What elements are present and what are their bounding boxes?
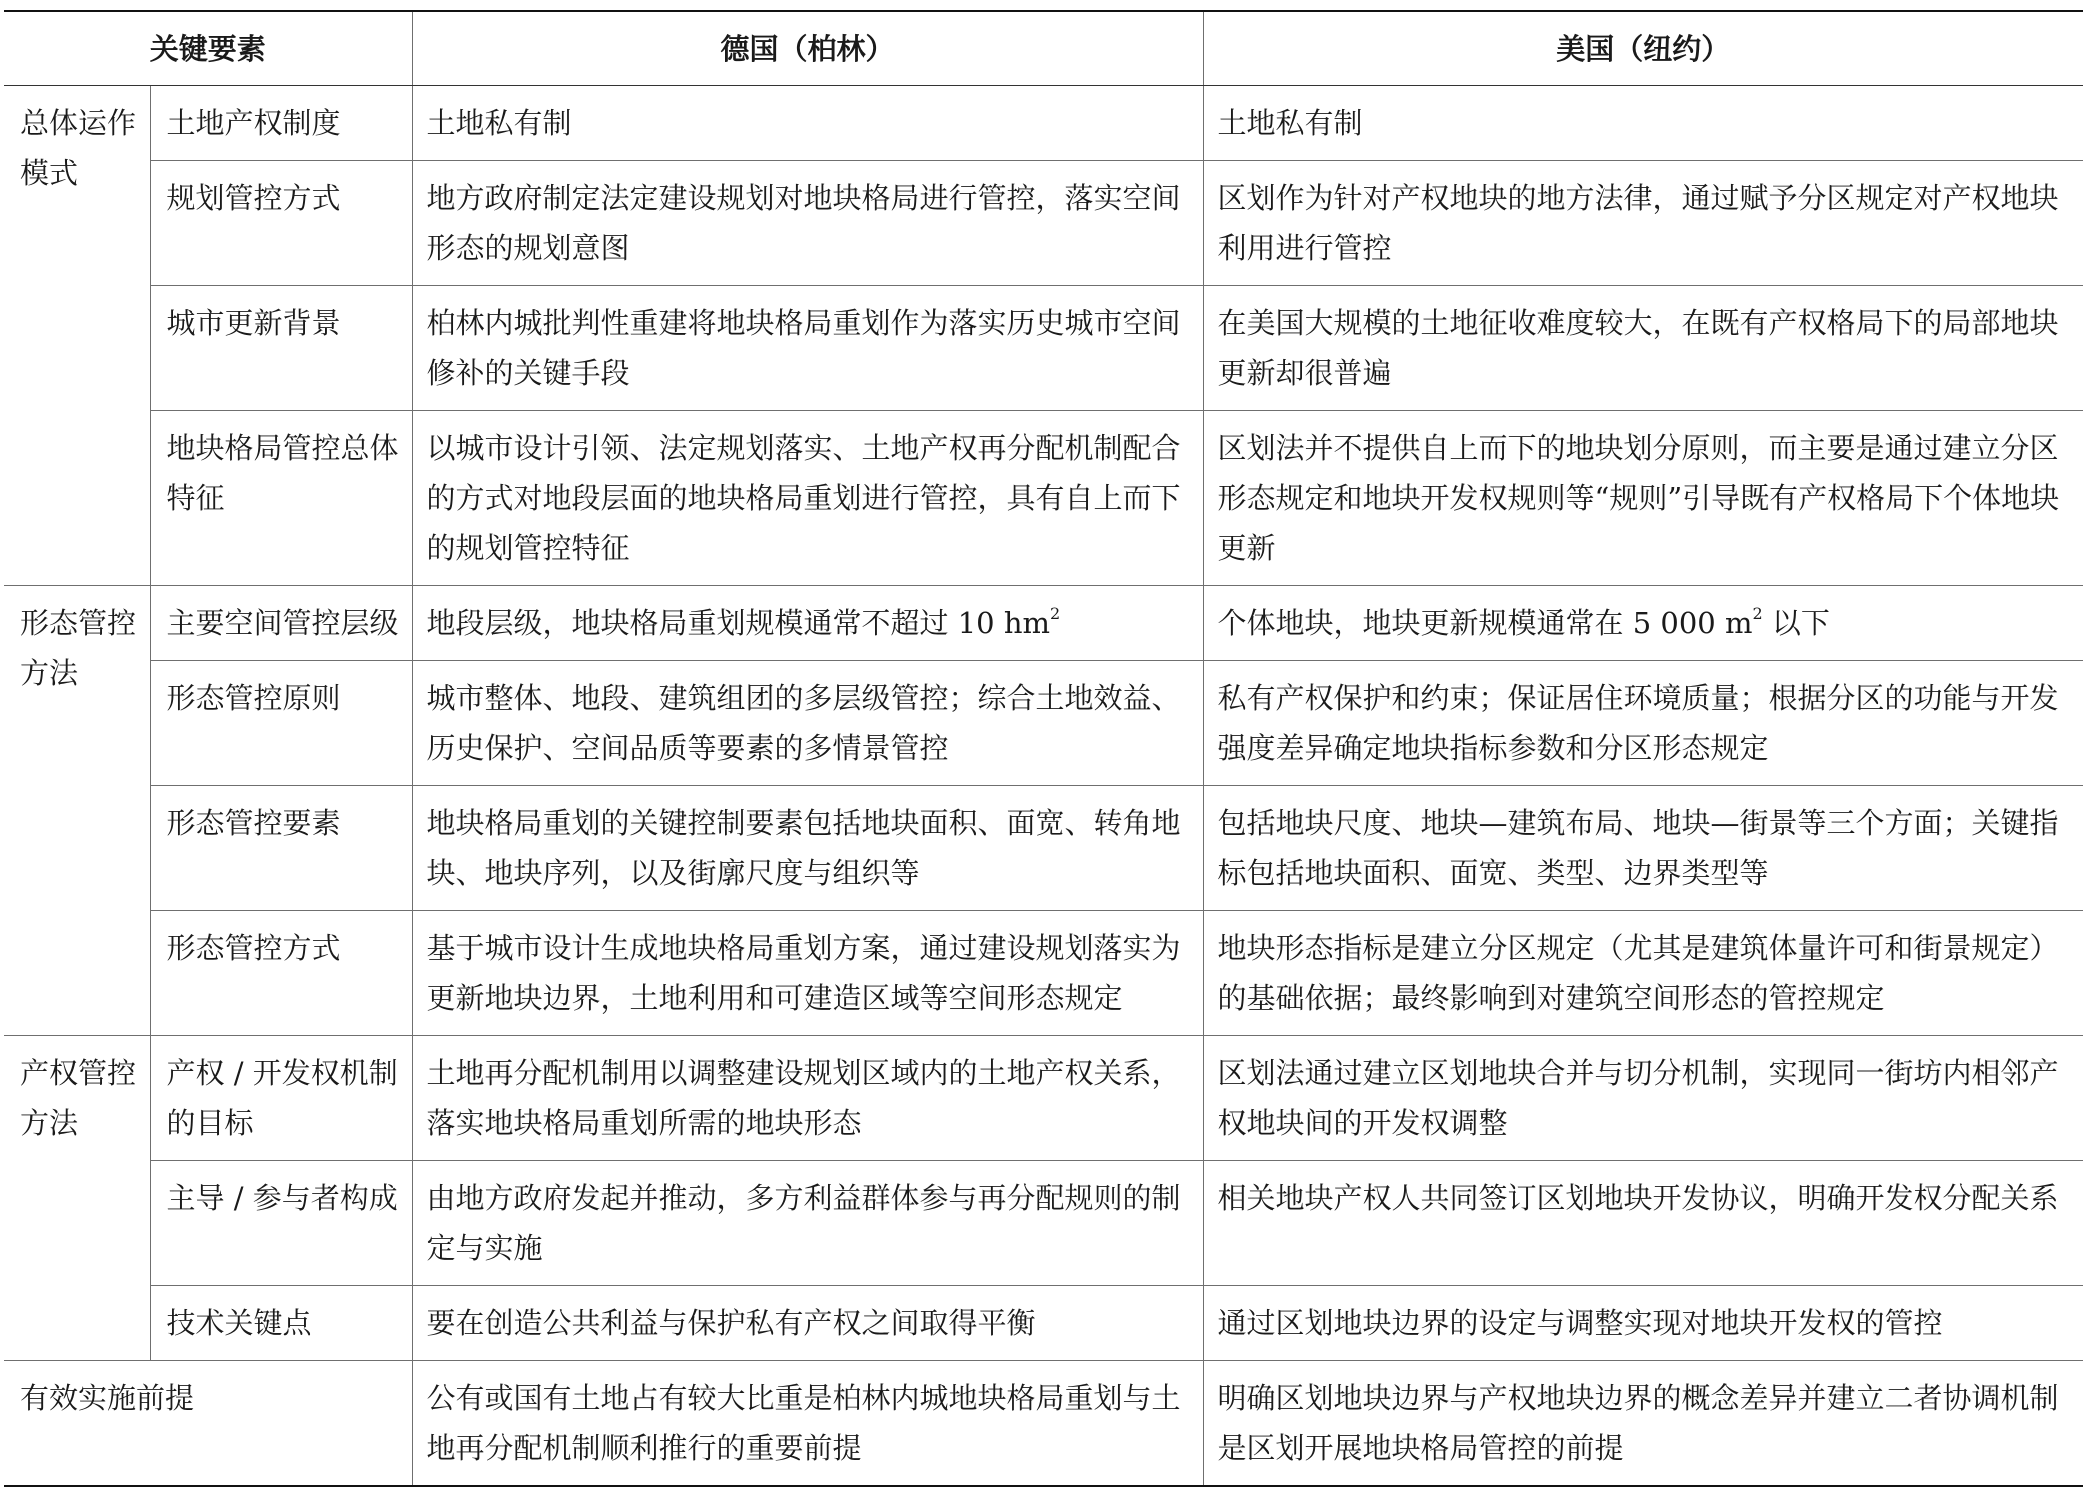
row-germany: 土地私有制 — [412, 86, 1203, 161]
row-usa: 区划法并不提供自上而下的地块划分原则，而主要是通过建立分区形态规定和地块开发权规则等“规则”引导既有产权格局下个体地块更新 — [1203, 411, 2083, 586]
table-row — [4, 661, 2083, 786]
table-row — [4, 161, 2083, 286]
table-row — [4, 1161, 2083, 1286]
row-usa-text: 个体地块，地块更新规模通常在 5 000 m — [1217, 606, 1753, 640]
row-germany: 基于城市设计生成地块格局重划方案，通过建设规划落实为更新地块边界，土地利用和可建造区域等空间形态规定 — [412, 911, 1203, 1036]
row-element: 规划管控方式 — [150, 161, 412, 286]
row-element: 形态管控原则 — [150, 661, 412, 786]
superscript-2: 2 — [1752, 604, 1763, 623]
row-germany: 城市整体、地段、建筑组团的多层级管控；综合土地效益、历史保护、空间品质等要素的多情景管控 — [412, 661, 1203, 786]
row-usa: 区划作为针对产权地块的地方法律，通过赋予分区规定对产权地块利用进行管控 — [1203, 161, 2083, 286]
row-element: 城市更新背景 — [150, 286, 412, 411]
row-usa: 在美国大规模的土地征收难度较大，在既有产权格局下的局部地块更新却很普遍 — [1203, 286, 2083, 411]
table-row — [4, 86, 2083, 161]
row-germany: 公有或国有土地占有较大比重是柏林内城地块格局重划与土地再分配机制顺利推行的重要前提 — [412, 1361, 1203, 1487]
row-germany: 以城市设计引领、法定规划落实、土地产权再分配机制配合的方式对地段层面的地块格局重划进行管控，具有自上而下的规划管控特征 — [412, 411, 1203, 586]
header-germany: 德国（柏林） — [412, 11, 1203, 86]
row-germany: 土地再分配机制用以调整建设规划区域内的土地产权关系，落实地块格局重划所需的地块形态 — [412, 1036, 1203, 1161]
row-element: 主要空间管控层级 — [150, 586, 412, 661]
table-row — [4, 586, 2083, 661]
row-element: 产权 / 开发权机制的目标 — [150, 1036, 412, 1161]
superscript-2: 2 — [1050, 604, 1061, 623]
row-usa: 私有产权保护和约束；保证居住环境质量；根据分区的功能与开发强度差异确定地块指标参数和分区形态规定 — [1203, 661, 2083, 786]
group-label-property-control: 产权管控方法 — [4, 1036, 150, 1361]
table-row — [4, 286, 2083, 411]
row-germany: 地块格局重划的关键控制要素包括地块面积、面宽、转角地块、地块序列，以及街廓尺度与组织等 — [412, 786, 1203, 911]
row-usa: 相关地块产权人共同签订区划地块开发协议，明确开发权分配关系 — [1203, 1161, 2083, 1286]
header-key-elements: 关键要素 — [4, 11, 412, 86]
row-germany: 由地方政府发起并推动，多方利益群体参与再分配规则的制定与实施 — [412, 1161, 1203, 1286]
table-row — [4, 1361, 2083, 1487]
group-label-form-control: 形态管控方法 — [4, 586, 150, 1036]
row-element: 形态管控方式 — [150, 911, 412, 1036]
row-element: 地块格局管控总体特征 — [150, 411, 412, 586]
row-usa: 明确区划地块边界与产权地块边界的概念差异并建立二者协调机制是区划开展地块格局管控的前提 — [1203, 1361, 2083, 1487]
header-usa: 美国（纽约） — [1203, 11, 2083, 86]
row-usa: 包括地块尺度、地块—建筑布局、地块—街景等三个方面；关键指标包括地块面积、面宽、类型、边界类型等 — [1203, 786, 2083, 911]
row-label-prerequisite: 有效实施前提 — [4, 1361, 412, 1487]
row-usa: 地块形态指标是建立分区规定（尤其是建筑体量许可和街景规定）的基础依据；最终影响到对建筑空间形态的管控规定 — [1203, 911, 2083, 1036]
row-usa-tail: 以下 — [1762, 606, 1830, 640]
table-row — [4, 411, 2083, 586]
row-element: 技术关键点 — [150, 1286, 412, 1361]
row-germany: 要在创造公共利益与保护私有产权之间取得平衡 — [412, 1286, 1203, 1361]
table-row — [4, 1036, 2083, 1161]
row-usa — [1203, 586, 2083, 661]
row-element: 形态管控要素 — [150, 786, 412, 911]
row-germany-text: 地段层级，地块格局重划规模通常不超过 10 hm — [426, 606, 1051, 640]
table-row — [4, 1286, 2083, 1361]
comparison-table — [4, 10, 2083, 1487]
row-usa: 通过区划地块边界的设定与调整实现对地块开发权的管控 — [1203, 1286, 2083, 1361]
row-germany: 地方政府制定法定建设规划对地块格局进行管控，落实空间形态的规划意图 — [412, 161, 1203, 286]
row-usa: 区划法通过建立区划地块合并与切分机制，实现同一街坊内相邻产权地块间的开发权调整 — [1203, 1036, 2083, 1161]
row-germany — [412, 586, 1203, 661]
group-label-operation-mode: 总体运作模式 — [4, 86, 150, 586]
table-row — [4, 786, 2083, 911]
row-usa: 土地私有制 — [1203, 86, 2083, 161]
row-germany: 柏林内城批判性重建将地块格局重划作为落实历史城市空间修补的关键手段 — [412, 286, 1203, 411]
row-element: 主导 / 参与者构成 — [150, 1161, 412, 1286]
table-row — [4, 911, 2083, 1036]
header-row — [4, 11, 2083, 86]
row-element: 土地产权制度 — [150, 86, 412, 161]
